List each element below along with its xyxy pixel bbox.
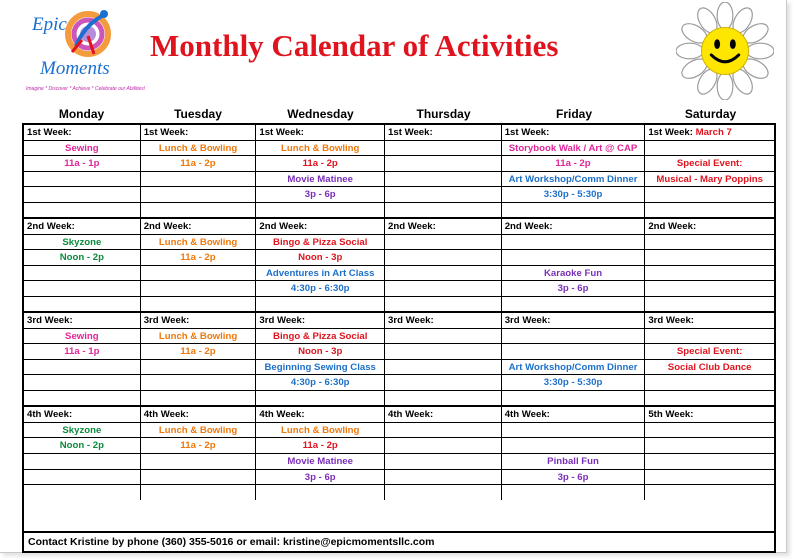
empty-line — [645, 470, 774, 486]
activity-text: Movie Matinee — [287, 456, 353, 468]
empty-line — [385, 156, 501, 172]
activity-text: 4:30p - 6:30p — [290, 377, 350, 388]
day-cell-saturday — [645, 313, 774, 405]
empty-line — [24, 281, 140, 297]
logo-text-moments: Moments — [40, 58, 110, 79]
empty-line — [141, 281, 256, 297]
activity-line — [502, 156, 645, 172]
activity-line — [256, 470, 384, 486]
week-label-text: 1st Week: — [388, 127, 433, 138]
empty-line — [502, 203, 645, 218]
activity-text: Pinball Fun — [547, 456, 599, 468]
day-header-monday: Monday — [58, 107, 105, 121]
week-label — [24, 219, 140, 235]
activity-line — [502, 266, 645, 282]
empty-line — [24, 203, 140, 218]
day-cell-wednesday — [256, 407, 385, 500]
activity-text: 11a - 1p — [64, 158, 100, 169]
empty-line — [24, 485, 140, 500]
activity-line — [141, 235, 256, 251]
activity-text: Sewing — [65, 142, 99, 154]
week-label — [24, 407, 140, 423]
empty-line — [502, 391, 645, 406]
activity-line — [256, 344, 384, 360]
activity-text: Bingo & Pizza Social — [273, 330, 368, 342]
activity-text: Special Event: — [676, 346, 743, 357]
empty-line — [385, 281, 501, 297]
week-label — [645, 407, 774, 423]
day-cell-saturday — [645, 407, 774, 500]
week-label-text: 1st Week: — [259, 127, 304, 138]
epic-moments-logo — [26, 6, 146, 102]
empty-line — [645, 141, 774, 157]
activity-line — [256, 156, 384, 172]
empty-line — [141, 266, 256, 282]
activity-text: 11a - 2p — [180, 158, 216, 169]
week-label — [385, 407, 501, 423]
activity-line — [256, 141, 384, 157]
activity-line — [502, 470, 645, 486]
activity-text: Lunch & Bowling — [158, 424, 238, 436]
activity-text: 3:30p - 5:30p — [543, 189, 603, 200]
week-label-text: 3rd Week: — [27, 315, 73, 326]
activity-line — [141, 329, 256, 345]
activity-text: Special Event: — [676, 158, 743, 169]
day-cell-monday — [24, 125, 141, 217]
week-label — [24, 125, 140, 141]
empty-line — [645, 235, 774, 251]
activity-line — [24, 235, 140, 251]
empty-line — [385, 266, 501, 282]
activity-line — [256, 329, 384, 345]
activity-line — [256, 235, 384, 251]
empty-line — [24, 172, 140, 188]
week-label-text: 4th Week: — [259, 409, 305, 420]
empty-line — [645, 454, 774, 470]
week-label — [256, 407, 384, 423]
activity-text: Art Workshop/Comm Dinner — [508, 173, 638, 185]
activity-text: 11a - 1p — [64, 346, 100, 357]
week-label-text: 3rd Week: — [259, 315, 306, 326]
activity-line — [24, 250, 140, 266]
week-label-text: 3rd Week: — [504, 315, 551, 326]
activity-line — [645, 344, 774, 360]
empty-line — [24, 360, 140, 376]
week-label-text: 2nd Week: — [143, 221, 192, 232]
activity-line — [502, 187, 645, 203]
activity-text: Movie Matinee — [287, 173, 353, 185]
empty-line — [24, 391, 140, 406]
empty-line — [385, 423, 501, 439]
empty-line — [645, 438, 774, 454]
week-label — [256, 219, 384, 235]
activity-line — [256, 266, 384, 282]
day-header-saturday: Saturday — [684, 107, 737, 121]
activity-line — [645, 172, 774, 188]
week-row — [24, 313, 774, 407]
week-label-text: 2nd Week: — [259, 221, 308, 232]
day-header-wednesday: Wednesday — [287, 107, 354, 121]
week-label — [385, 125, 501, 141]
activity-text: Bingo & Pizza Social — [273, 236, 368, 248]
empty-line — [502, 423, 645, 439]
week-label — [502, 125, 645, 141]
empty-line — [385, 454, 501, 470]
empty-line — [24, 297, 140, 312]
activity-text: 11a - 2p — [180, 252, 216, 263]
activity-text: 11a - 2p — [555, 158, 591, 169]
week-label — [256, 125, 384, 141]
empty-line — [24, 454, 140, 470]
empty-line — [645, 391, 774, 406]
empty-line — [385, 344, 501, 360]
activity-text: Musical - Mary Poppins — [656, 173, 763, 185]
activity-text: Lunch & Bowling — [158, 236, 238, 248]
empty-line — [256, 485, 384, 500]
activity-text: Karaoke Fun — [543, 267, 603, 279]
empty-line — [141, 297, 256, 312]
empty-line — [502, 344, 645, 360]
day-cell-wednesday — [256, 219, 385, 311]
activity-text: Lunch & Bowling — [281, 424, 360, 436]
empty-line — [385, 141, 501, 157]
activity-text: 3:30p - 5:30p — [543, 377, 603, 388]
event-date: March 7 — [695, 127, 732, 138]
day-cell-friday — [502, 313, 646, 405]
week-label-text: 3rd Week: — [648, 315, 695, 326]
activity-text: Lunch & Bowling — [158, 330, 238, 342]
activity-line — [256, 454, 384, 470]
activity-text: 11a - 2p — [180, 346, 216, 357]
week-row — [24, 219, 774, 313]
day-cell-saturday — [645, 125, 774, 217]
activity-text: 3p - 6p — [557, 471, 589, 483]
week-label-text: 4th Week: — [388, 409, 434, 420]
activity-text: 3p - 6p — [557, 283, 589, 294]
activity-text: 3p - 6p — [304, 471, 336, 483]
day-header-row — [23, 104, 775, 124]
day-cell-tuesday — [141, 313, 257, 405]
activity-line — [645, 156, 774, 172]
empty-line — [24, 375, 140, 391]
activity-line — [24, 438, 140, 454]
activity-text: Beginning Sewing Class — [264, 361, 376, 373]
empty-line — [385, 470, 501, 486]
day-cell-thursday — [385, 313, 502, 405]
week-label-text: 2nd Week: — [504, 221, 553, 232]
logo-tagline: Imagine * Discover * Achieve * Celebrate our Abilities! — [26, 86, 146, 92]
empty-line — [385, 360, 501, 376]
empty-line — [645, 329, 774, 345]
day-cell-thursday — [385, 407, 502, 500]
empty-line — [141, 454, 256, 470]
empty-line — [645, 297, 774, 312]
week-label-text: 1st Week: — [143, 127, 189, 138]
activity-line — [141, 438, 256, 454]
empty-line — [502, 485, 645, 500]
empty-line — [24, 470, 140, 486]
day-cell-monday — [24, 219, 141, 311]
day-cell-thursday — [385, 125, 502, 217]
empty-line — [141, 391, 256, 406]
empty-line — [502, 329, 645, 345]
activity-line — [141, 141, 256, 157]
activity-text: 11a - 2p — [302, 440, 338, 452]
week-label — [645, 313, 774, 329]
week-label — [502, 219, 645, 235]
week-label — [141, 125, 256, 141]
empty-line — [141, 375, 256, 391]
empty-line — [502, 297, 645, 312]
day-cell-tuesday — [141, 219, 257, 311]
activity-text: Lunch & Bowling — [158, 142, 238, 154]
activity-text: Adventures in Art Class — [266, 267, 375, 279]
week-label-text: 4th Week: — [504, 409, 550, 420]
activity-line — [502, 375, 645, 391]
activity-line — [256, 250, 384, 266]
day-header-tuesday: Tuesday — [174, 107, 222, 121]
empty-line — [385, 187, 501, 203]
contact-footer: Contact Kristine by phone (360) 355-5016 or email: kristine@epicmomentsllc.com — [22, 531, 776, 553]
week-label-text: 1st Week: — [648, 127, 696, 138]
week-row — [24, 407, 774, 500]
week-label-text: 5th Week: — [648, 409, 694, 420]
week-label-text: 3rd Week: — [388, 315, 434, 326]
day-cell-thursday — [385, 219, 502, 311]
day-cell-friday — [502, 125, 646, 217]
empty-line — [502, 250, 645, 266]
week-label — [256, 313, 384, 329]
day-cell-wednesday — [256, 313, 385, 405]
week-label — [141, 313, 256, 329]
week-label — [385, 313, 501, 329]
calendar-grid — [22, 123, 776, 531]
empty-line — [645, 375, 774, 391]
activity-line — [502, 454, 645, 470]
empty-line — [141, 187, 256, 203]
empty-line — [141, 485, 256, 500]
activity-line — [24, 141, 140, 157]
activity-text: Art Workshop/Comm Dinner — [508, 361, 638, 373]
week-label — [141, 219, 256, 235]
empty-line — [645, 203, 774, 218]
empty-line — [645, 423, 774, 439]
week-label-text: 2nd Week: — [27, 221, 75, 232]
week-label-text: 4th Week: — [143, 409, 189, 420]
activity-line — [256, 375, 384, 391]
empty-line — [24, 187, 140, 203]
empty-line — [141, 172, 256, 188]
activity-line — [256, 281, 384, 297]
empty-line — [385, 250, 501, 266]
week-label — [385, 219, 501, 235]
activity-line — [502, 281, 645, 297]
empty-line — [385, 203, 501, 218]
empty-line — [141, 203, 256, 218]
empty-line — [502, 235, 645, 251]
week-label — [141, 407, 256, 423]
activity-line — [256, 172, 384, 188]
activity-text: 11a - 2p — [180, 440, 216, 452]
activity-line — [141, 250, 256, 266]
activity-line — [502, 360, 645, 376]
activity-text: 3p - 6p — [304, 189, 336, 200]
week-label — [645, 219, 774, 235]
week-label — [502, 313, 645, 329]
daisy-smiley-icon — [676, 2, 774, 100]
activity-text: Noon - 2p — [59, 252, 104, 263]
activity-text: 4:30p - 6:30p — [290, 283, 350, 294]
week-label-text: 3rd Week: — [143, 315, 190, 326]
empty-line — [385, 329, 501, 345]
week-label-text: 2nd Week: — [648, 221, 697, 232]
activity-text: Social Club Dance — [667, 361, 752, 373]
page-title: Monthly Calendar of Activities — [150, 28, 559, 63]
empty-line — [645, 250, 774, 266]
day-cell-monday — [24, 407, 141, 500]
week-label — [645, 125, 774, 141]
empty-line — [645, 485, 774, 500]
activity-line — [24, 344, 140, 360]
empty-line — [141, 470, 256, 486]
activity-line — [141, 156, 256, 172]
week-label-text: 4th Week: — [27, 409, 73, 420]
empty-line — [385, 172, 501, 188]
activity-text: Noon - 3p — [298, 346, 343, 357]
activity-line — [141, 423, 256, 439]
empty-line — [141, 360, 256, 376]
activity-line — [24, 329, 140, 345]
activity-text: Lunch & Bowling — [281, 142, 360, 154]
logo-text-epic: Epic — [32, 14, 67, 35]
week-label-text: 1st Week: — [27, 127, 72, 138]
activity-text: Noon - 3p — [298, 252, 343, 263]
activity-line — [256, 423, 384, 439]
day-cell-wednesday — [256, 125, 385, 217]
empty-line — [385, 438, 501, 454]
activity-line — [645, 360, 774, 376]
empty-line — [256, 297, 384, 312]
empty-line — [385, 235, 501, 251]
week-label-text: 1st Week: — [504, 127, 550, 138]
activity-line — [502, 141, 645, 157]
week-label-text: 2nd Week: — [388, 221, 436, 232]
activity-line — [256, 187, 384, 203]
empty-line — [24, 266, 140, 282]
empty-line — [645, 187, 774, 203]
activity-line — [256, 438, 384, 454]
activity-line — [502, 172, 645, 188]
day-cell-tuesday — [141, 125, 257, 217]
empty-line — [502, 438, 645, 454]
week-label — [502, 407, 645, 423]
day-header-friday: Friday — [555, 107, 592, 121]
activity-line — [256, 360, 384, 376]
day-header-thursday: Thursday — [416, 107, 471, 121]
week-row — [24, 125, 774, 219]
activity-line — [24, 423, 140, 439]
activity-text: Sewing — [65, 330, 99, 342]
activity-line — [141, 344, 256, 360]
activity-text: Noon - 2p — [59, 440, 104, 452]
empty-line — [385, 485, 501, 500]
day-cell-monday — [24, 313, 141, 405]
empty-line — [645, 281, 774, 297]
activity-text: Storybook Walk / Art @ CAP — [508, 142, 638, 154]
day-cell-friday — [502, 219, 646, 311]
week-label — [24, 313, 140, 329]
empty-line — [256, 203, 384, 218]
empty-line — [645, 266, 774, 282]
activity-text: 11a - 2p — [302, 158, 338, 169]
activity-line — [24, 156, 140, 172]
day-cell-tuesday — [141, 407, 257, 500]
empty-line — [385, 391, 501, 406]
empty-line — [385, 297, 501, 312]
day-cell-saturday — [645, 219, 774, 311]
activity-text: Skyzone — [62, 236, 102, 248]
empty-line — [385, 375, 501, 391]
empty-line — [256, 391, 384, 406]
day-cell-friday — [502, 407, 646, 500]
activity-text: Skyzone — [62, 424, 102, 436]
